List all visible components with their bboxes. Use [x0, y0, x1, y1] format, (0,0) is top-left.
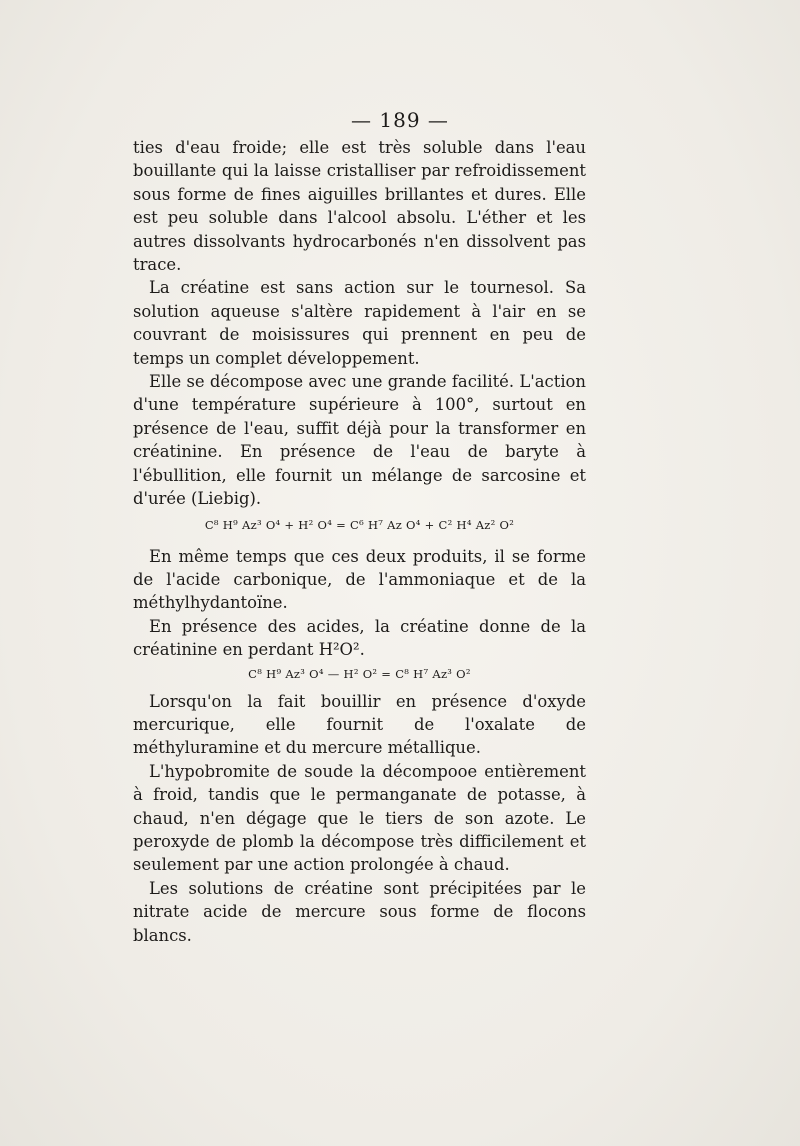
paragraph-4: En même temps que ces deux produits, il se forme de l'acide carbonique, de l'ammoniaque et de la méthylhydantoïne.: [133, 546, 586, 613]
body-text: [133, 136, 586, 947]
paragraph-2: La créatine est sans action sur le tournesol. Sa solution aqueuse s'altère rapidement à l'air en se couvrant de moisissures qui prennent en peu de temps un complet développement.: [133, 278, 586, 368]
chemical-formula-2: C⁸ H⁹ Az³ O⁴ — H² O² = C⁸ H⁷ Az³ O²: [248, 666, 471, 681]
paragraph-6: Lorsqu'on la fait bouillir en présence d'oxyde mercurique, elle fournit de l'oxalate de méthyluramine et du mercure métallique.: [133, 691, 586, 758]
paragraph-8: Les solutions de créatine sont précipitées par le nitrate acide de mercure sous forme de flocons blancs.: [133, 878, 586, 945]
paragraph-5: En présence des acides, la créatine donne de la créatinine en perdant H²O².: [133, 616, 586, 660]
paragraph-7: L'hypobromite de soude la décompooe entièrement à froid, tandis que le permanganate de potasse, à chaud, n'en dégage que le tiers de son azote. Le peroxyde de plomb la décompose très difficilement et seulement par une action prolongée à chaud.: [133, 761, 586, 875]
page-number: — 189 —: [351, 108, 449, 132]
chemical-formula-1: C⁸ H⁹ Az³ O⁴ + H² O⁴ = C⁶ H⁷ Az O⁴ + C² H⁴ Az² O²: [204, 517, 515, 532]
paragraph-3: Elle se décompose avec une grande facilité. L'action d'une température supérieure à 100°, surtout en présence de l'eau, suffit déjà pour la transformer en créatinine. En présence de l'eau de baryte à l'ébullition, elle fournit un mélange de sarcosine et d'urée (Liebig).: [133, 372, 586, 509]
paragraph-1: ties d'eau froide; elle est très soluble dans l'eau bouillante qui la laisse cristalliser par refroidissement sous forme de fines aiguilles brillantes et dures. Elle est peu soluble dans l'alcool absolu. L'éther et les autres dissolvants hydrocarbonés n'en dissolvent pas trace.: [133, 138, 586, 275]
